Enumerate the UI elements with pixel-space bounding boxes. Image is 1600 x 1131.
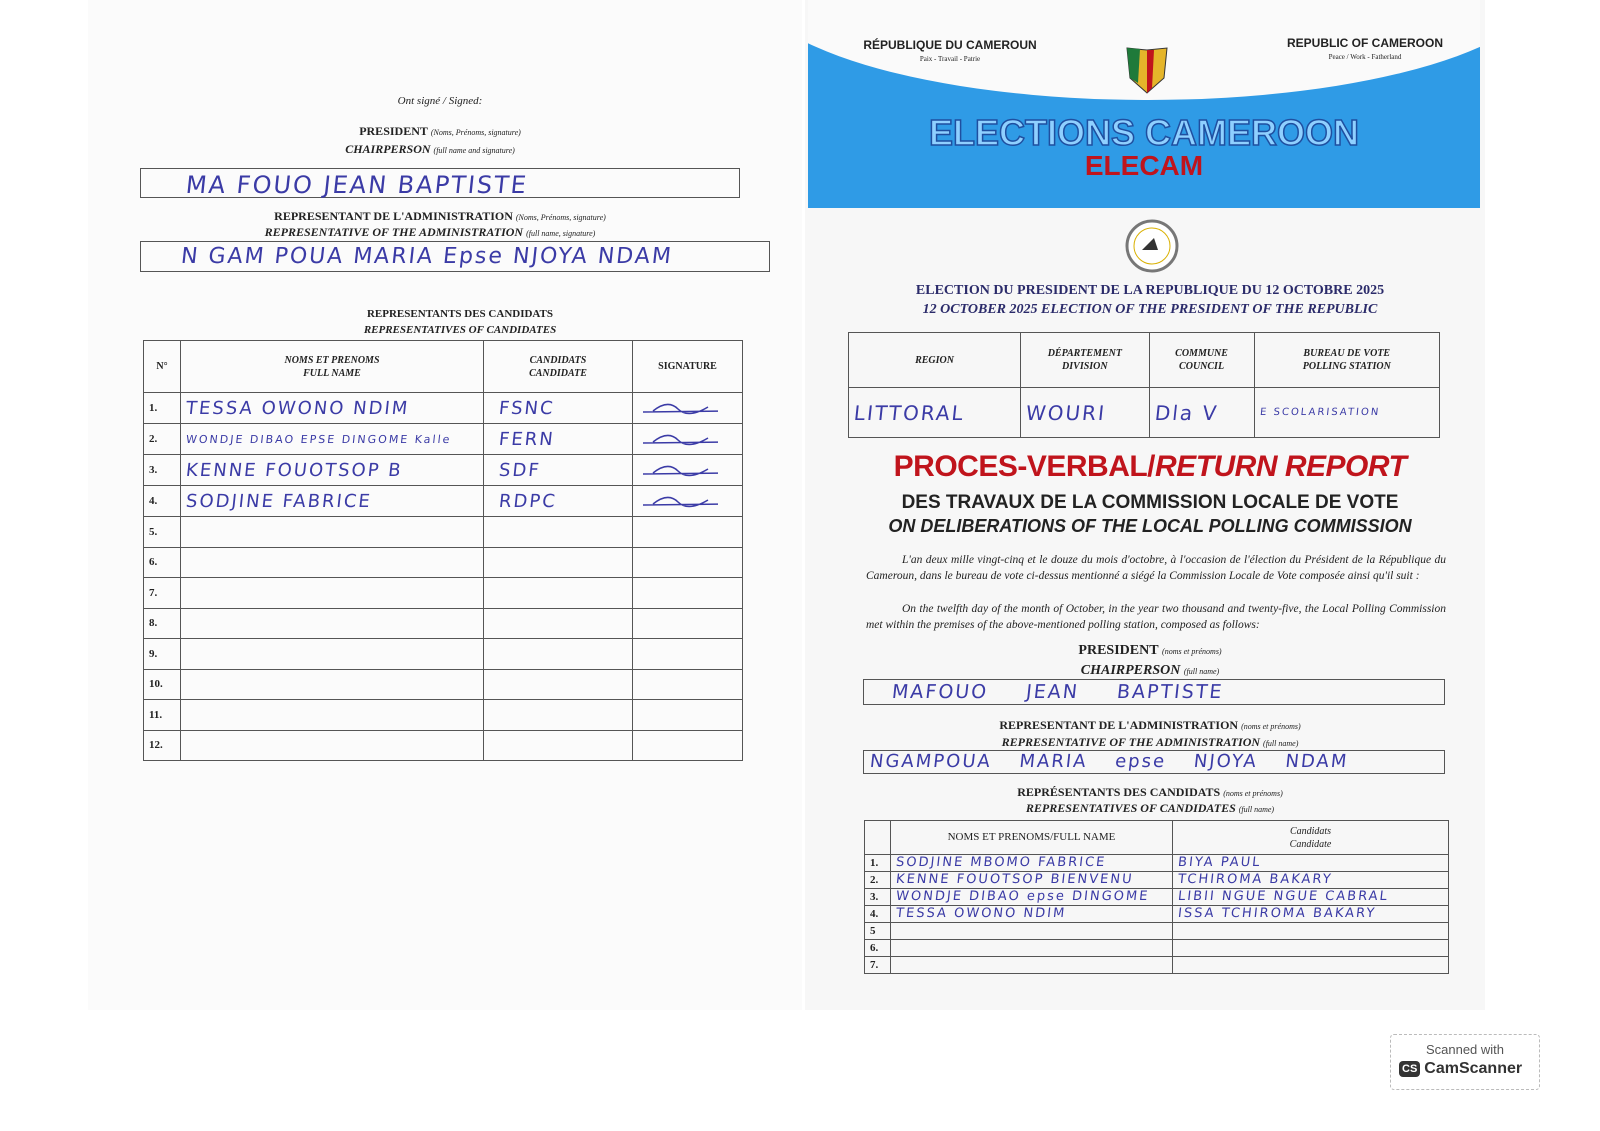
col-name [181, 341, 484, 393]
col-cand-fr: CANDIDATS [529, 354, 587, 366]
row-name [181, 455, 484, 486]
row-candidate [484, 578, 633, 609]
row-name [181, 669, 484, 700]
row-number: 3. [144, 455, 181, 486]
row-candidate-text: BIYA PAUL [1177, 855, 1263, 870]
row-name-text: WONDJE DIBAO EPSE DINGOME Kalle [185, 432, 453, 446]
title-en: RETURN REPORT [1155, 450, 1407, 483]
left-candidates-table [143, 340, 743, 761]
row-number: 7. [865, 957, 891, 974]
table-row [144, 393, 743, 424]
row-candidate [1173, 872, 1449, 889]
admin-label: REPRESENTANT DE L'ADMINISTRATION [274, 209, 513, 223]
col-cand-en: Candidate [1289, 838, 1332, 850]
row-name [181, 486, 484, 517]
row-number: 10. [144, 669, 181, 700]
location-header-fr: DÉPARTEMENT [1047, 348, 1122, 359]
title-fr: PROCES-VERBAL/ [893, 450, 1156, 483]
badge-line1: Scanned with [1425, 1042, 1505, 1057]
table-row [144, 700, 743, 731]
subtitle-fr: DES TRAVAUX DE LA COMMISSION LOCALE DE VOTE [901, 492, 1399, 513]
cand-label: REPRESENTANTS DES CANDIDATS [366, 308, 554, 320]
row-candidate-text: ISSA TCHIROMA BAKARY [1177, 906, 1377, 921]
table-row [144, 669, 743, 700]
location-header [1254, 333, 1439, 388]
row-name-text: SODJINE FABRICE [184, 490, 373, 512]
row-candidate [484, 608, 633, 639]
row-name [891, 957, 1173, 974]
elecam-seal-icon [1124, 218, 1180, 274]
col-number: N° [144, 341, 181, 393]
row-signature [633, 700, 743, 731]
row-number: 4. [144, 486, 181, 517]
row-name [181, 517, 484, 548]
col-cand-fr: Candidats [1289, 825, 1332, 837]
row-name [891, 940, 1173, 957]
r-president-field [863, 679, 1445, 705]
row-number: 11. [144, 700, 181, 731]
r-cand-en-label: REPRESENTATIVES OF CANDIDATES [1025, 801, 1236, 815]
row-number: 12. [144, 730, 181, 761]
table-row [865, 855, 1449, 872]
r-president-name: MAFOUO JEAN BAPTISTE [890, 681, 1225, 703]
table-row [144, 639, 743, 670]
row-candidate [484, 700, 633, 731]
row-name [181, 578, 484, 609]
table-row [144, 578, 743, 609]
row-signature [633, 517, 743, 548]
col-candidate [1173, 821, 1449, 855]
motto-fr: Paix - Travail - Patrie [919, 55, 981, 63]
row-signature [633, 486, 743, 517]
location-value [1254, 388, 1439, 438]
row-name [181, 639, 484, 670]
row-candidate [484, 639, 633, 670]
signed-label: Ont signé / Signed: [397, 95, 483, 107]
row-signature [633, 393, 743, 424]
row-signature [633, 424, 743, 455]
row-signature [633, 455, 743, 486]
motto-en: Peace / Work - Fatherland [1328, 53, 1402, 61]
subtitle-en: ON DELIBERATIONS OF THE LOCAL POLLING COMMISSION [888, 516, 1412, 536]
table-row [865, 957, 1449, 974]
r-chair-note: (full name) [1183, 667, 1220, 676]
row-candidate-text: FERN [497, 428, 556, 450]
table-row [144, 486, 743, 517]
row-number: 6. [144, 547, 181, 578]
table-row [865, 923, 1449, 940]
right-candidates-table [864, 820, 1449, 974]
row-candidate-text: RDPC [497, 490, 558, 512]
camscanner-badge [1390, 1034, 1540, 1090]
admin-name: N GAM POUA MARIA Epse NJOYA NDAM [179, 244, 675, 269]
col-name: NOMS ET PRENOMS/FULL NAME [891, 821, 1173, 855]
r-president-label: PRESIDENT [1078, 643, 1159, 658]
camscanner-logo-icon: CS [1399, 1061, 1420, 1077]
r-cand-note: (noms et prénoms) [1223, 789, 1283, 798]
row-name [181, 393, 484, 424]
signature-scribble-icon [638, 428, 718, 448]
col-name-en: FULL NAME [303, 367, 361, 379]
table-row [144, 608, 743, 639]
row-signature [633, 669, 743, 700]
location-header-fr: COMMUNE [1175, 348, 1228, 359]
row-name [891, 923, 1173, 940]
admin-en-label: REPRESENTATIVE OF THE ADMINISTRATION [264, 225, 524, 239]
president-note: (Noms, Prénoms, signature) [430, 128, 521, 137]
row-name [891, 889, 1173, 906]
row-candidate [1173, 855, 1449, 872]
row-number: 5. [144, 517, 181, 548]
table-row [144, 424, 743, 455]
chair-label: CHAIRPERSON [345, 142, 431, 156]
row-candidate-text: FSNC [497, 397, 556, 419]
r-admin-label: REPRESENTANT DE L'ADMINISTRATION [999, 718, 1239, 732]
badge-line2: CamScanner [1424, 1060, 1523, 1077]
signature-scribble-icon [638, 490, 718, 510]
cand-en-label: REPRESENTATIVES OF CANDIDATES [363, 324, 557, 336]
location-header [1149, 333, 1254, 388]
org-short: ELECAM [1084, 150, 1204, 181]
paragraph-en: On the twelfth day of the month of October, in the year two thousand and twenty-five, the Local Polling Commission met within the premises of the above-mentioned polling station, composed as follows: [866, 603, 1446, 631]
location-value-text: WOURI [1024, 400, 1108, 425]
row-name-text: KENNE FOUOTSOP B [184, 459, 404, 481]
org-title: ELECTIONS CAMEROON [928, 112, 1359, 153]
admin-en-note: (full name, signature) [526, 229, 596, 238]
col-number [865, 821, 891, 855]
paragraph-fr: L'an deux mille vingt-cinq et le douze du mois d'octobre, à l'occasion de l'élection du Président de la République du Cameroun, dans le bureau de vote ci-dessus mentionné a siégé la Commission Locale de Vote composée ainsi qu'il suit : [866, 554, 1446, 582]
r-chair-label: CHAIRPERSON [1080, 663, 1181, 678]
row-name [891, 855, 1173, 872]
signature-scribble-icon [638, 397, 718, 417]
table-row [865, 906, 1449, 923]
row-candidate [1173, 906, 1449, 923]
coat-of-arms-icon [1112, 38, 1182, 102]
table-row [144, 455, 743, 486]
location-table [848, 332, 1440, 438]
president-name: MA FOUO JEAN BAPTISTE [184, 171, 530, 199]
row-number: 1. [144, 393, 181, 424]
row-number: 4. [865, 906, 891, 923]
election-fr: ELECTION DU PRESIDENT DE LA REPUBLIQUE DU 12 OCTOBRE 2025 [915, 283, 1385, 298]
row-number: 6. [865, 940, 891, 957]
table-row [144, 730, 743, 761]
row-signature [633, 547, 743, 578]
r-admin-field [863, 750, 1445, 774]
table-row [144, 517, 743, 548]
table-row [865, 889, 1449, 906]
location-header-en: POLLING STATION [1302, 361, 1391, 372]
row-signature [633, 639, 743, 670]
r-admin-en-note: (full name) [1263, 739, 1299, 748]
row-candidate [1173, 889, 1449, 906]
row-candidate [484, 547, 633, 578]
row-name [181, 424, 484, 455]
row-name [181, 730, 484, 761]
republic-en: REPUBLIC OF CAMEROON [1287, 36, 1443, 50]
table-row [144, 547, 743, 578]
col-candidate [484, 341, 633, 393]
row-candidate [484, 517, 633, 548]
table-row [865, 872, 1449, 889]
row-name [181, 700, 484, 731]
row-candidate [484, 486, 633, 517]
row-number: 9. [144, 639, 181, 670]
row-number: 1. [865, 855, 891, 872]
row-signature [633, 608, 743, 639]
republic-fr: RÉPUBLIQUE DU CAMEROUN [863, 38, 1037, 52]
row-number: 5 [865, 923, 891, 940]
row-candidate [484, 393, 633, 424]
col-signature: SIGNATURE [633, 341, 743, 393]
row-candidate-text: LIBII NGUE NGUE CABRAL [1177, 889, 1390, 904]
row-name-text: TESSA OWONO NDIM [184, 397, 411, 419]
president-label: PRESIDENT [359, 124, 428, 138]
row-name-text: TESSA OWONO NDIM [895, 906, 1067, 921]
location-header-en: DIVISION [1062, 361, 1108, 372]
row-name [181, 608, 484, 639]
election-en: 12 OCTOBER 2025 ELECTION OF THE PRESIDENT OF THE REPUBLIC [922, 302, 1378, 317]
location-value [849, 388, 1021, 438]
row-name-text: WONDJE DIBAO epse DINGOME [895, 889, 1151, 904]
row-name-text: KENNE FOUOTSOP BIENVENU [895, 872, 1135, 887]
col-name-fr: NOMS ET PRENOMS [284, 354, 380, 366]
location-value-text: Dla V [1153, 400, 1220, 425]
row-number: 8. [144, 608, 181, 639]
row-name [891, 906, 1173, 923]
location-value [1021, 388, 1150, 438]
row-candidate [484, 669, 633, 700]
signature-scribble-icon [638, 459, 718, 479]
col-cand-en: CANDIDATE [529, 367, 587, 379]
location-header-fr: REGION [915, 354, 954, 366]
row-number: 3. [865, 889, 891, 906]
row-candidate [484, 424, 633, 455]
location-header [1021, 333, 1150, 388]
row-candidate [484, 730, 633, 761]
report-title [830, 450, 1470, 484]
row-signature [633, 578, 743, 609]
location-header [849, 333, 1021, 388]
location-value [1149, 388, 1254, 438]
table-row [865, 940, 1449, 957]
row-number: 7. [144, 578, 181, 609]
row-name [891, 872, 1173, 889]
row-candidate [484, 455, 633, 486]
row-candidate [1173, 957, 1449, 974]
admin-note: (Noms, Prénoms, signature) [515, 213, 606, 222]
row-name-text: SODJINE MBOMO FABRICE [895, 855, 1108, 870]
r-admin-name: NGAMPOUA MARIA epse NJOYA NDAM [868, 751, 1350, 772]
location-header-en: COUNCIL [1179, 361, 1225, 372]
chair-note: (full name and signature) [433, 146, 515, 155]
row-candidate [1173, 940, 1449, 957]
row-number: 2. [865, 872, 891, 889]
location-header-fr: BUREAU DE VOTE [1303, 348, 1391, 359]
location-value-text: LITTORAL [852, 400, 967, 425]
admin-field [140, 241, 770, 272]
row-signature [633, 730, 743, 761]
president-field [140, 168, 740, 198]
r-president-note: (noms et prénoms) [1162, 647, 1222, 656]
row-number: 2. [144, 424, 181, 455]
row-candidate [1173, 923, 1449, 940]
row-name [181, 547, 484, 578]
r-admin-note: (noms et prénoms) [1241, 722, 1301, 731]
location-value-text: E SCOLARISATION [1258, 407, 1381, 418]
row-candidate-text: SDF [497, 459, 542, 481]
r-cand-label: REPRÉSENTANTS DES CANDIDATS [1017, 785, 1221, 799]
r-admin-en-label: REPRESENTATIVE OF THE ADMINISTRATION [1001, 735, 1261, 749]
row-candidate-text: TCHIROMA BAKARY [1177, 872, 1334, 887]
r-cand-en-note: (full name) [1238, 805, 1275, 814]
